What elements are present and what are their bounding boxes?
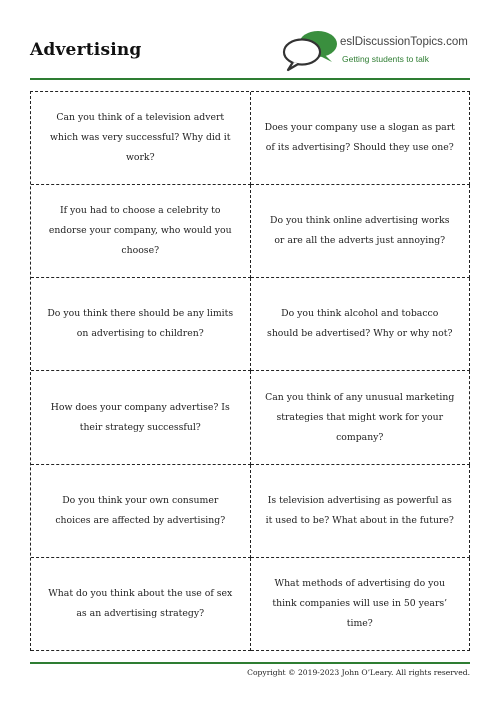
question-card: Can you think of any unusual marketing strategies that might work for your company? xyxy=(251,371,471,464)
copyright-notice: Copyright © 2019-2023 John O’Leary. All rights reserved. xyxy=(247,668,470,677)
page-title: Advertising xyxy=(30,40,142,60)
question-card: Does your company use a slogan as part of its advertising? Should they use one? xyxy=(251,92,471,185)
footer-divider xyxy=(30,662,470,664)
question-card: Do you think there should be any limits on advertising to children? xyxy=(31,278,251,371)
question-card: Is television advertising as powerful as it used to be? What about in the future? xyxy=(251,465,471,558)
logo-tagline: Getting students to talk xyxy=(342,54,429,64)
question-card: How does your company advertise? Is their strategy successful? xyxy=(31,371,251,464)
speech-bubbles-icon xyxy=(280,28,340,74)
site-logo xyxy=(280,28,470,74)
question-card: Do you think alcohol and tobacco should be advertised? Why or why not? xyxy=(251,278,471,371)
question-cards-grid xyxy=(30,91,470,651)
question-card: What methods of advertising do you think companies will use in 50 years’ time? xyxy=(251,558,471,651)
question-card: Do you think your own consumer choices are affected by advertising? xyxy=(31,465,251,558)
page-header xyxy=(30,24,470,76)
question-card: Can you think of a television advert which was very successful? Why did it work? xyxy=(31,92,251,185)
question-card: What do you think about the use of sex as an advertising strategy? xyxy=(31,558,251,651)
header-divider xyxy=(30,78,470,80)
logo-site-name: eslDiscussionTopics.com xyxy=(340,36,468,48)
question-card: If you had to choose a celebrity to endorse your company, who would you choose? xyxy=(31,185,251,278)
question-card: Do you think online advertising works or are all the adverts just annoying? xyxy=(251,185,471,278)
